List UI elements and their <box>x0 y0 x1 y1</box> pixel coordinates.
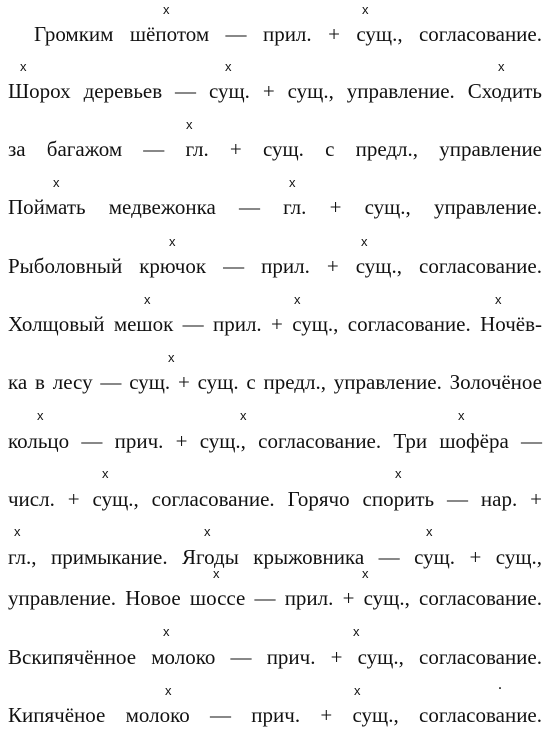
main-word-mark: x <box>353 624 360 639</box>
main-word-mark: x <box>186 117 193 132</box>
text-line-11: управление. Новое шоссе — прил. + сущ., согласование. <box>8 586 542 610</box>
main-word-mark: x <box>426 524 433 539</box>
main-word-mark: x <box>225 59 232 74</box>
main-word-mark: x <box>289 175 296 190</box>
text-line-3: за багажом — гл. + сущ. с предл., управление <box>8 137 542 161</box>
main-word-mark: x <box>169 234 176 249</box>
main-word-mark: x <box>163 2 170 17</box>
text-line-4: Поймать медвежонка — гл. + сущ., управление. <box>8 195 542 219</box>
main-word-mark: x <box>102 466 109 481</box>
text-line-8: кольцо — прич. + сущ., согласование. Три шофёра — <box>8 429 542 453</box>
text-line-13: Кипячёное молоко — прич. + сущ., согласование. <box>8 703 542 727</box>
text-line-12: Вскипячённое молоко — прич. + сущ., согласование. <box>8 645 542 669</box>
text-line-1: Громким шёпотом — прил. + сущ., согласование. <box>34 22 542 46</box>
text-line-9: числ. + сущ., согласование. Горячо спорить — нар. + <box>8 487 542 511</box>
main-word-mark: x <box>168 350 175 365</box>
text-line-10: гл., примыкание. Ягоды крыжовника — сущ. + сущ., <box>8 545 542 569</box>
main-word-mark: x <box>14 524 21 539</box>
main-word-mark: x <box>495 292 502 307</box>
main-word-mark: x <box>144 292 151 307</box>
main-word-mark: x <box>458 408 465 423</box>
main-word-mark: x <box>361 234 368 249</box>
text-line-6: Холщовый мешок — прил. + сущ., согласование. Ночёв- <box>8 312 542 336</box>
main-word-mark: x <box>240 408 247 423</box>
stray-dot-mark: . <box>498 676 502 693</box>
main-word-mark: x <box>498 59 505 74</box>
text-line-7: ка в лесу — сущ. + сущ. с предл., управление. Золочёное <box>8 370 542 394</box>
main-word-mark: x <box>395 466 402 481</box>
main-word-mark: x <box>165 683 172 698</box>
main-word-mark: x <box>37 408 44 423</box>
main-word-mark: x <box>204 524 211 539</box>
main-word-mark: x <box>20 59 27 74</box>
main-word-mark: x <box>163 624 170 639</box>
text-line-2: Шорох деревьев — сущ. + сущ., управление. Сходить <box>8 79 542 103</box>
main-word-mark: x <box>362 2 369 17</box>
main-word-mark: x <box>213 566 220 581</box>
text-line-5: Рыболовный крючок — прил. + сущ., согласование. <box>8 254 542 278</box>
main-word-mark: x <box>294 292 301 307</box>
main-word-mark: x <box>53 175 60 190</box>
main-word-mark: x <box>354 683 361 698</box>
main-word-mark: x <box>362 566 369 581</box>
